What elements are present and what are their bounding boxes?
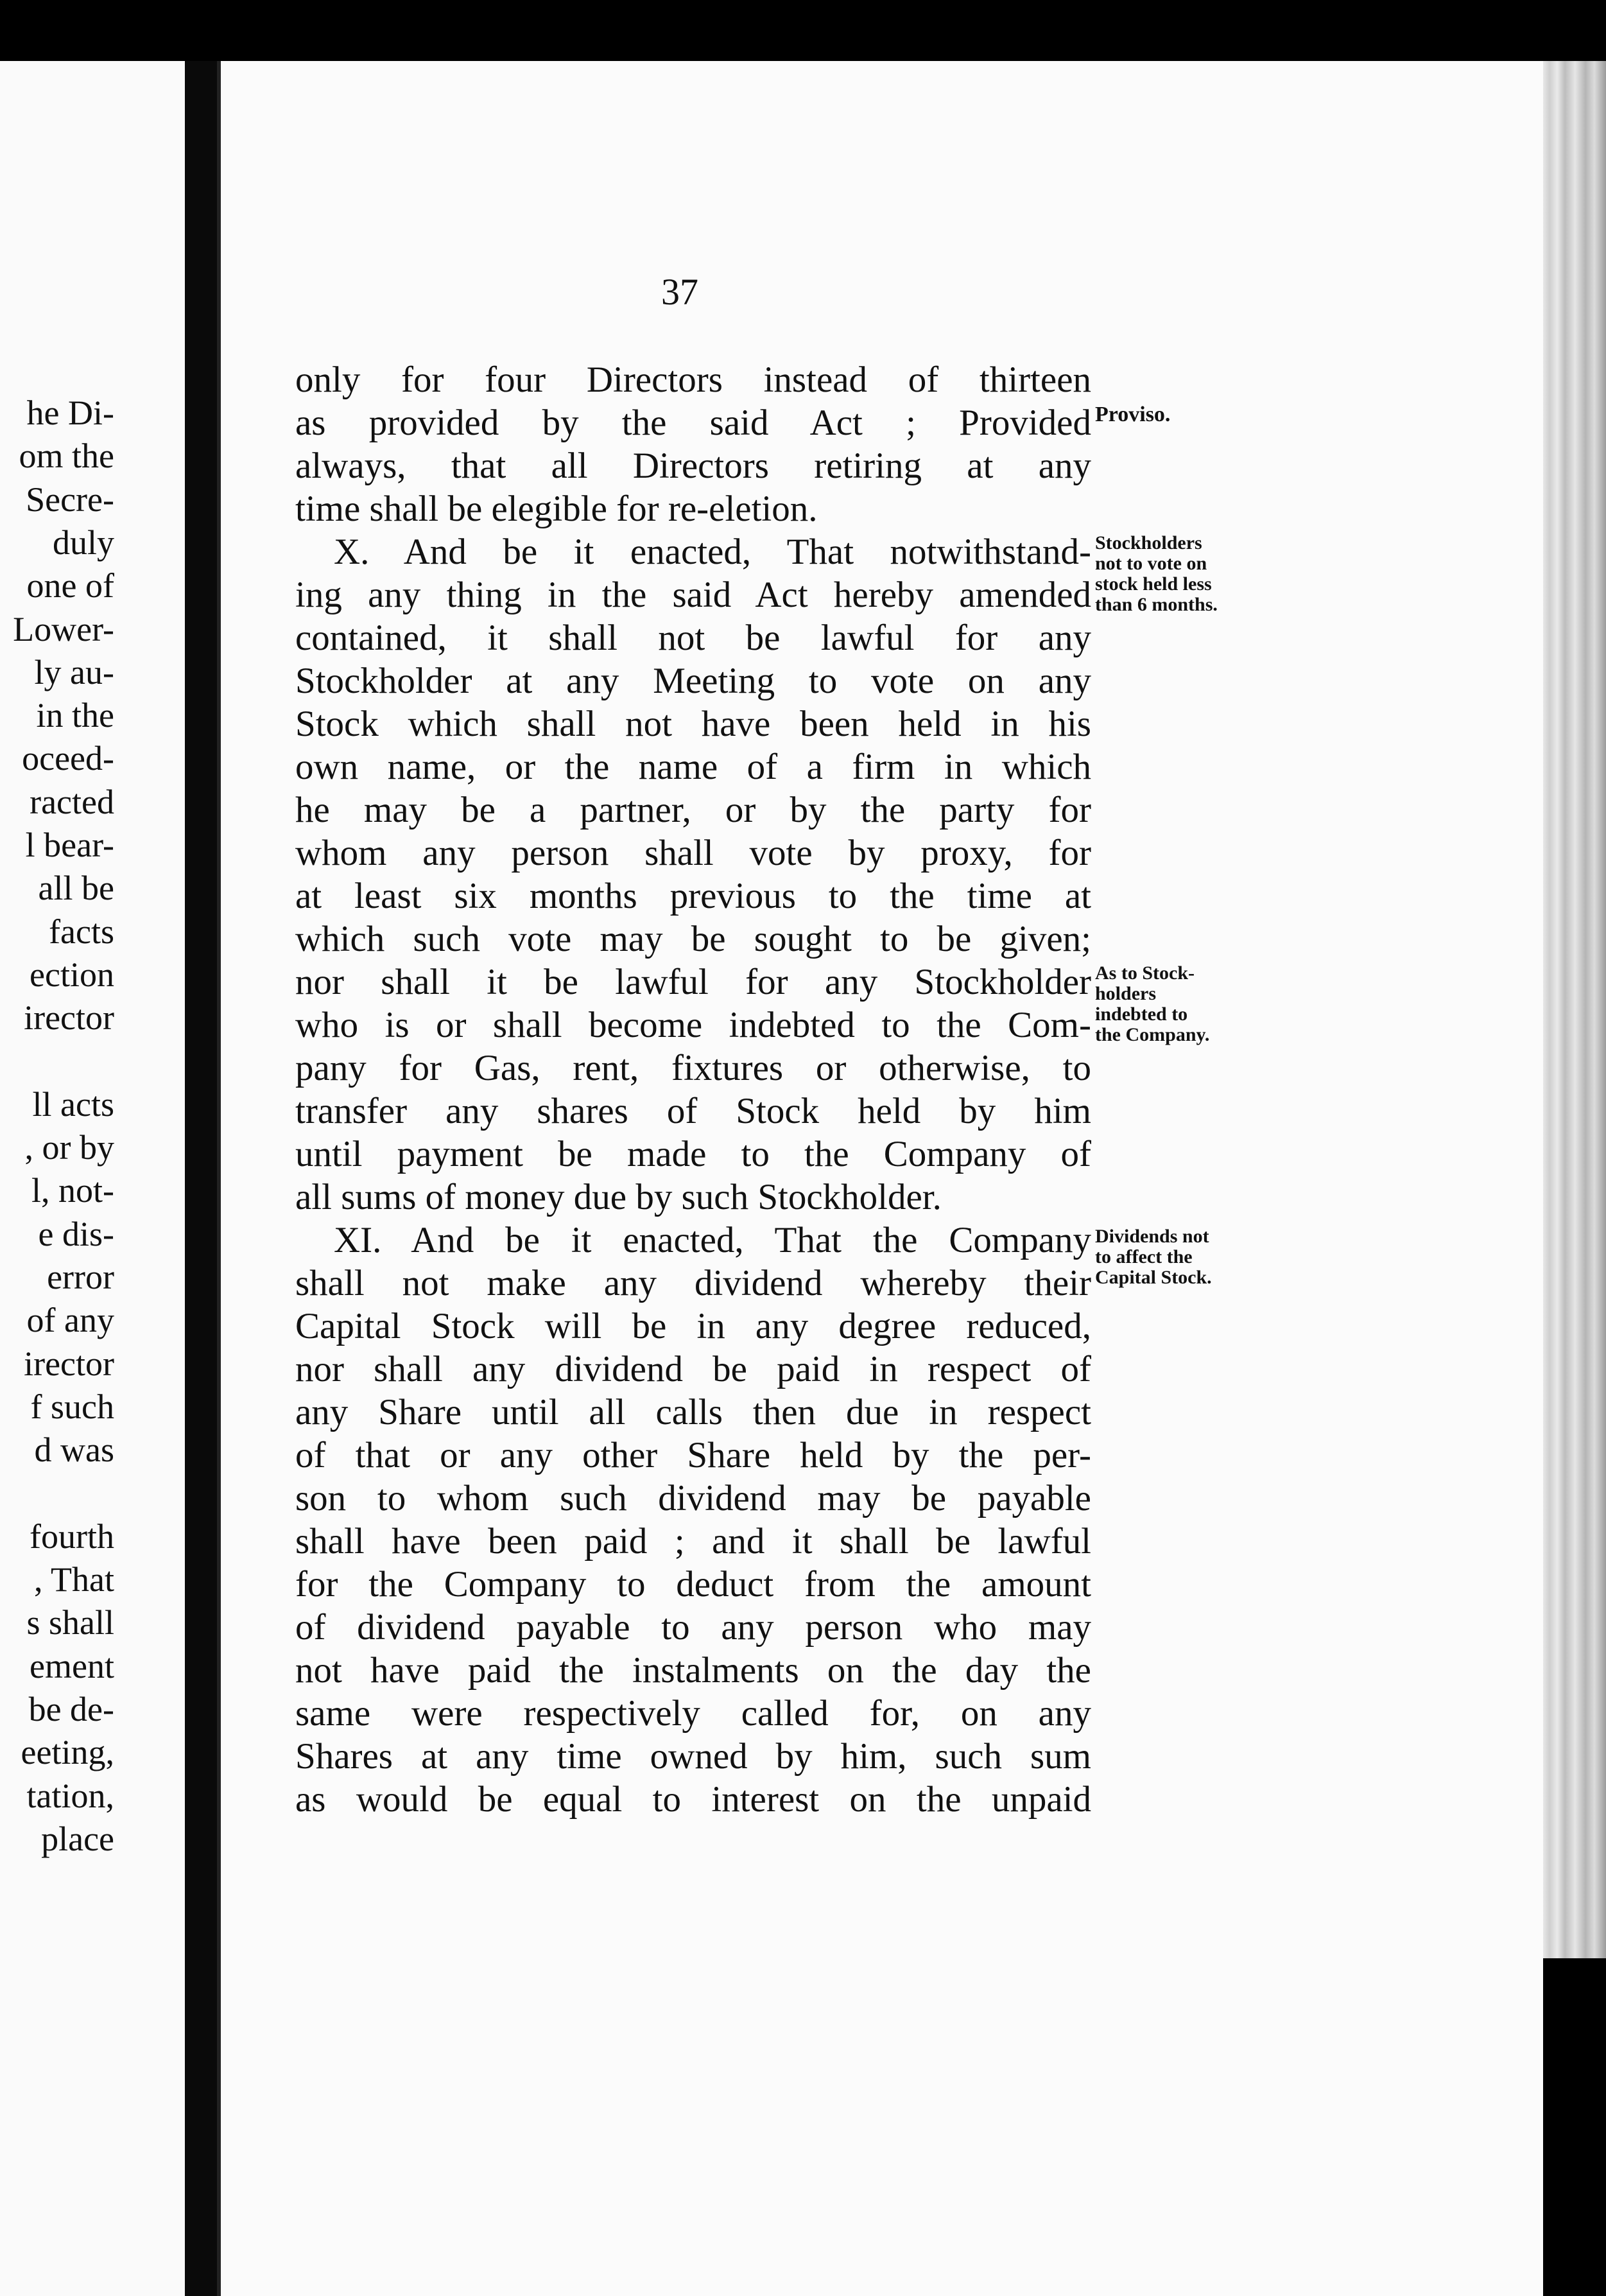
body-line: until payment be made to the Company of (295, 1134, 1091, 1174)
margin-note-line: As to Stock- (1095, 962, 1195, 984)
body-line: who is or shall become indebted to the Com- (295, 1005, 1091, 1045)
facing-page-line: in the (36, 696, 114, 735)
body-line: son to whom such dividend may be payable (295, 1478, 1091, 1518)
margin-note-line: than 6 months. (1095, 594, 1218, 615)
body-line: any Share until all calls then due in respect (295, 1392, 1091, 1432)
margin-note-indebted (1095, 963, 1209, 1045)
facing-page-line: tation, (26, 1776, 114, 1815)
body-line: nor shall it be lawful for any Stockholder (295, 962, 1091, 1002)
body-line: same were respectively called for, on any (295, 1693, 1091, 1734)
body-line: ing any thing in the said Act hereby amended (295, 575, 1091, 615)
body-line: Stockholder at any Meeting to vote on any (295, 661, 1091, 701)
body-line: pany for Gas, rent, fixtures or otherwise, to (295, 1048, 1091, 1088)
body-line: Capital Stock will be in any degree reduced, (295, 1306, 1091, 1346)
body-line: shall have been paid ; and it shall be lawful (295, 1521, 1091, 1561)
facing-page-line: irector (24, 1344, 114, 1383)
body-line: Shares at any time owned by him, such sum (295, 1736, 1091, 1777)
margin-note-line: Capital Stock. (1095, 1267, 1212, 1288)
body-line: nor shall any dividend be paid in respect of (295, 1349, 1091, 1389)
facing-page (0, 61, 185, 2296)
body-line: as would be equal to interest on the unpaid (295, 1779, 1091, 1820)
margin-note-proviso (1095, 404, 1170, 425)
facing-page-line: ll acts (32, 1084, 114, 1124)
facing-page-line: Lower- (13, 609, 114, 648)
body-line: of that or any other Share held by the per- (295, 1435, 1091, 1475)
body-line: Stock which shall not have been held in his (295, 704, 1091, 744)
body-line: at least six months previous to the time at (295, 876, 1091, 916)
facing-page-line: , or by (24, 1128, 114, 1167)
facing-page-line: error (47, 1258, 114, 1296)
facing-page-line: f such (30, 1387, 114, 1426)
body-line: transfer any shares of Stock held by him (295, 1091, 1091, 1131)
facing-page-line: of any (26, 1301, 114, 1340)
body-line: all sums of money due by such Stockholder. (295, 1177, 942, 1217)
facing-page-line: duly (52, 523, 114, 562)
body-line: time shall be elegible for re-eletion. (295, 489, 818, 529)
body-line: which such vote may be sought to be given; (295, 919, 1091, 959)
body-line: as provided by the said Act ; Provided (295, 403, 1091, 443)
body-text (295, 358, 1091, 1821)
facing-page-line: l, not- (31, 1171, 114, 1210)
facing-page-line: eeting, (21, 1733, 114, 1772)
facing-page-line: oceed- (22, 739, 114, 778)
facing-page-line: ection (30, 955, 114, 994)
body-line: shall not make any dividend whereby their (295, 1263, 1091, 1303)
facing-page-line: om the (19, 437, 114, 476)
margin-note-line: Proviso. (1095, 403, 1171, 426)
margin-note-line: the Company. (1095, 1024, 1210, 1045)
facing-page-line: fourth (30, 1517, 114, 1556)
body-line: whom any person shall vote by proxy, for (295, 833, 1091, 873)
body-line: he may be a partner, or by the party for (295, 790, 1091, 830)
margin-note-line: Stockholders (1095, 532, 1202, 553)
facing-page-line: irector (24, 998, 114, 1038)
margin-note-line: to affect the (1095, 1246, 1193, 1267)
margin-note-line: Dividends not (1095, 1226, 1209, 1247)
margin-note-stockholders-vote (1095, 533, 1218, 615)
facing-page-line: ly au- (34, 652, 114, 691)
body-line: XI. And be it enacted, That the Company (334, 1220, 1091, 1260)
facing-page-line: , That (34, 1560, 114, 1599)
margin-note-line: not to vote on (1095, 553, 1207, 574)
body-line: own name, or the name of a firm in which (295, 747, 1091, 787)
page-number: 37 (661, 271, 698, 313)
facing-page-line: e dis- (38, 1214, 114, 1253)
facing-page-line: s shall (26, 1603, 114, 1642)
body-line: contained, it shall not be lawful for any (295, 618, 1091, 658)
body-line: for the Company to deduct from the amount (295, 1564, 1091, 1605)
book-spine (185, 61, 217, 2296)
facing-page-line: l bear- (25, 826, 114, 864)
facing-page-line: racted (30, 782, 114, 821)
margin-note-line: holders (1095, 983, 1157, 1004)
facing-page-line: be de- (28, 1690, 114, 1728)
facing-page-line: Secre- (26, 480, 114, 519)
body-line: of dividend payable to any person who may (295, 1607, 1091, 1648)
margin-note-dividends (1095, 1226, 1212, 1288)
facing-page-text (0, 61, 185, 2296)
facing-page-line: one of (26, 566, 114, 605)
facing-page-line: facts (49, 912, 114, 951)
facing-page-line: all be (38, 869, 114, 908)
facing-page-line: he Di- (26, 394, 114, 432)
body-line: only for four Directors instead of thirteen (295, 360, 1091, 400)
margin-note-line: indebted to (1095, 1004, 1188, 1025)
margin-note-line: stock held less (1095, 573, 1212, 595)
body-line: always, that all Directors retiring at any (295, 446, 1091, 486)
body-line: not have paid the instalments on the day the (295, 1650, 1091, 1691)
facing-page-line: ement (30, 1646, 114, 1685)
facing-page-line: d was (34, 1431, 114, 1470)
body-line: X. And be it enacted, That notwithstand- (334, 532, 1091, 572)
page-edge-shadow (1543, 1958, 1606, 2296)
facing-page-line: place (41, 1819, 114, 1858)
